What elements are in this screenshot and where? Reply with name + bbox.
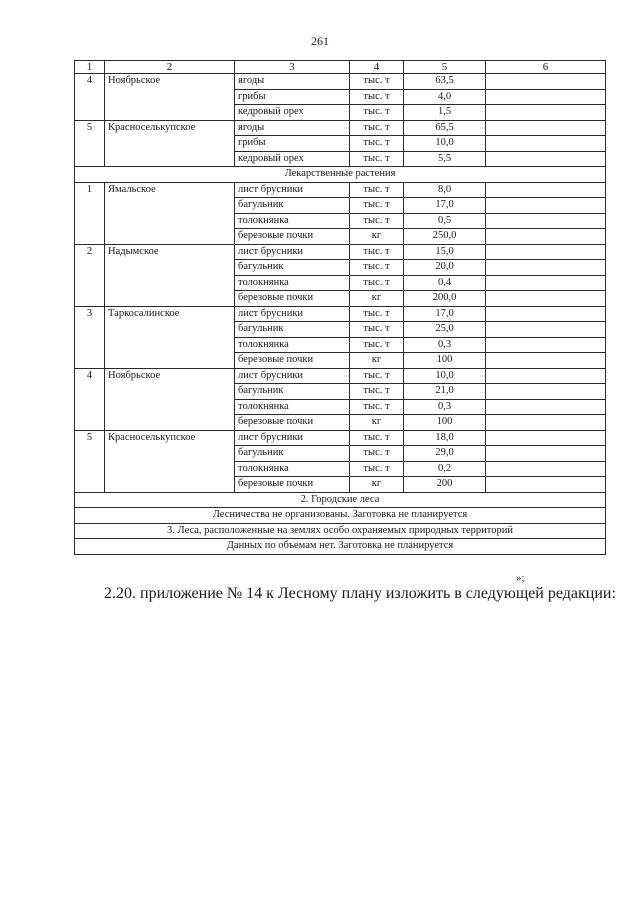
section-note: Данных по объемам нет. Заготовка не планируется [75,539,606,555]
notes-cell [486,244,606,260]
forestry-name: Красноселькупское [105,120,235,167]
volume-value: 250,0 [404,229,486,245]
notes-cell [486,198,606,214]
product-name: багульник [235,446,350,462]
volume-value: 0,5 [404,213,486,229]
product-name: лист брусники [235,368,350,384]
volume-value: 5,5 [404,151,486,167]
notes-cell [486,306,606,322]
volume-value: 25,0 [404,322,486,338]
notes-cell [486,415,606,431]
column-header: 1 [75,61,105,74]
product-name: грибы [235,136,350,152]
product-name: кедровый орех [235,105,350,121]
notes-cell [486,120,606,136]
product-name: багульник [235,260,350,276]
page-number: 261 [311,34,329,48]
product-name: толокнянка [235,461,350,477]
volume-value: 29,0 [404,446,486,462]
unit: тыс. т [350,120,404,136]
notes-cell [486,461,606,477]
forestry-number: 5 [75,120,105,167]
notes-cell [486,89,606,105]
table-row [75,508,606,524]
product-name: багульник [235,198,350,214]
volume-value: 4,0 [404,89,486,105]
section-heading: 2. Городские леса [75,492,606,508]
product-name: толокнянка [235,337,350,353]
table-row [75,539,606,555]
product-name: толокнянка [235,275,350,291]
notes-cell [486,337,606,353]
forestry-number: 4 [75,74,105,121]
unit: кг [350,229,404,245]
notes-cell [486,74,606,90]
product-name: березовые почки [235,353,350,369]
volume-value: 21,0 [404,384,486,400]
notes-cell [486,260,606,276]
volume-value: 17,0 [404,198,486,214]
volume-value: 18,0 [404,430,486,446]
table-row [75,523,606,539]
amendment-instruction: 2.20. приложение № 14 к Лесному плану изложить в следующей редакции: [104,585,616,602]
volume-value: 100 [404,353,486,369]
table-row [75,74,606,90]
volume-value: 63,5 [404,74,486,90]
volume-value: 17,0 [404,306,486,322]
notes-cell [486,229,606,245]
unit: тыс. т [350,213,404,229]
table-row [75,492,606,508]
product-name: лист брусники [235,430,350,446]
column-header-row [75,61,606,74]
product-name: багульник [235,384,350,400]
table-row [75,167,606,183]
notes-cell [486,368,606,384]
unit: тыс. т [350,384,404,400]
product-name: ягоды [235,120,350,136]
forestry-number: 5 [75,430,105,492]
column-header: 5 [404,61,486,74]
volume-value: 20,0 [404,260,486,276]
notes-cell [486,136,606,152]
column-header: 4 [350,61,404,74]
volume-value: 0,3 [404,399,486,415]
product-name: березовые почки [235,291,350,307]
column-header: 6 [486,61,606,74]
section-heading: Лекарственные растения [75,167,606,183]
unit: тыс. т [350,337,404,353]
section-heading: 3. Леса, расположенные на землях особо охраняемых природных территорий [75,523,606,539]
notes-cell [486,275,606,291]
unit: тыс. т [350,105,404,121]
notes-cell [486,384,606,400]
column-header: 2 [105,61,235,74]
closing-quote: »; [516,572,525,584]
volume-value: 10,0 [404,368,486,384]
unit: тыс. т [350,182,404,198]
forestry-name: Ноябрьское [105,368,235,430]
forestry-name: Надымское [105,244,235,306]
product-name: березовые почки [235,229,350,245]
volume-value: 100 [404,415,486,431]
forestry-name: Таркосалинское [105,306,235,368]
notes-cell [486,353,606,369]
forestry-number: 1 [75,182,105,244]
unit: тыс. т [350,446,404,462]
forestry-name: Ямальское [105,182,235,244]
table-row [75,430,606,446]
volume-value: 8,0 [404,182,486,198]
notes-cell [486,151,606,167]
product-name: толокнянка [235,213,350,229]
forestry-name: Ноябрьское [105,74,235,121]
unit: тыс. т [350,151,404,167]
volume-value: 0,2 [404,461,486,477]
unit: тыс. т [350,260,404,276]
notes-cell [486,477,606,493]
table-row [75,182,606,198]
notes-cell [486,291,606,307]
product-name: лист брусники [235,182,350,198]
unit: тыс. т [350,461,404,477]
forestry-number: 3 [75,306,105,368]
notes-cell [486,213,606,229]
volume-value: 10,0 [404,136,486,152]
volume-value: 200 [404,477,486,493]
table-row [75,244,606,260]
unit: тыс. т [350,306,404,322]
unit: тыс. т [350,399,404,415]
notes-cell [486,399,606,415]
unit: тыс. т [350,89,404,105]
unit: кг [350,415,404,431]
unit: тыс. т [350,322,404,338]
product-name: лист брусники [235,244,350,260]
product-name: березовые почки [235,415,350,431]
notes-cell [486,446,606,462]
product-name: багульник [235,322,350,338]
unit: тыс. т [350,368,404,384]
volume-value: 15,0 [404,244,486,260]
volume-value: 1,5 [404,105,486,121]
volume-value: 0,4 [404,275,486,291]
table-row [75,306,606,322]
unit: кг [350,353,404,369]
unit: кг [350,291,404,307]
forestry-name: Красноселькупское [105,430,235,492]
unit: тыс. т [350,198,404,214]
forestry-number: 4 [75,368,105,430]
unit: тыс. т [350,74,404,90]
forestry-number: 2 [75,244,105,306]
column-header: 3 [235,61,350,74]
volume-value: 200,0 [404,291,486,307]
unit: кг [350,477,404,493]
product-name: березовые почки [235,477,350,493]
table-row [75,368,606,384]
product-name: толокнянка [235,399,350,415]
product-name: лист брусники [235,306,350,322]
section-note: Лесничества не организованы. Заготовка не планируется [75,508,606,524]
unit: тыс. т [350,136,404,152]
unit: тыс. т [350,244,404,260]
harvest-table [74,60,606,555]
unit: тыс. т [350,275,404,291]
product-name: ягоды [235,74,350,90]
product-name: грибы [235,89,350,105]
table-row [75,120,606,136]
volume-value: 0,3 [404,337,486,353]
notes-cell [486,105,606,121]
product-name: кедровый орех [235,151,350,167]
notes-cell [486,322,606,338]
unit: тыс. т [350,430,404,446]
notes-cell [486,182,606,198]
notes-cell [486,430,606,446]
volume-value: 65,5 [404,120,486,136]
